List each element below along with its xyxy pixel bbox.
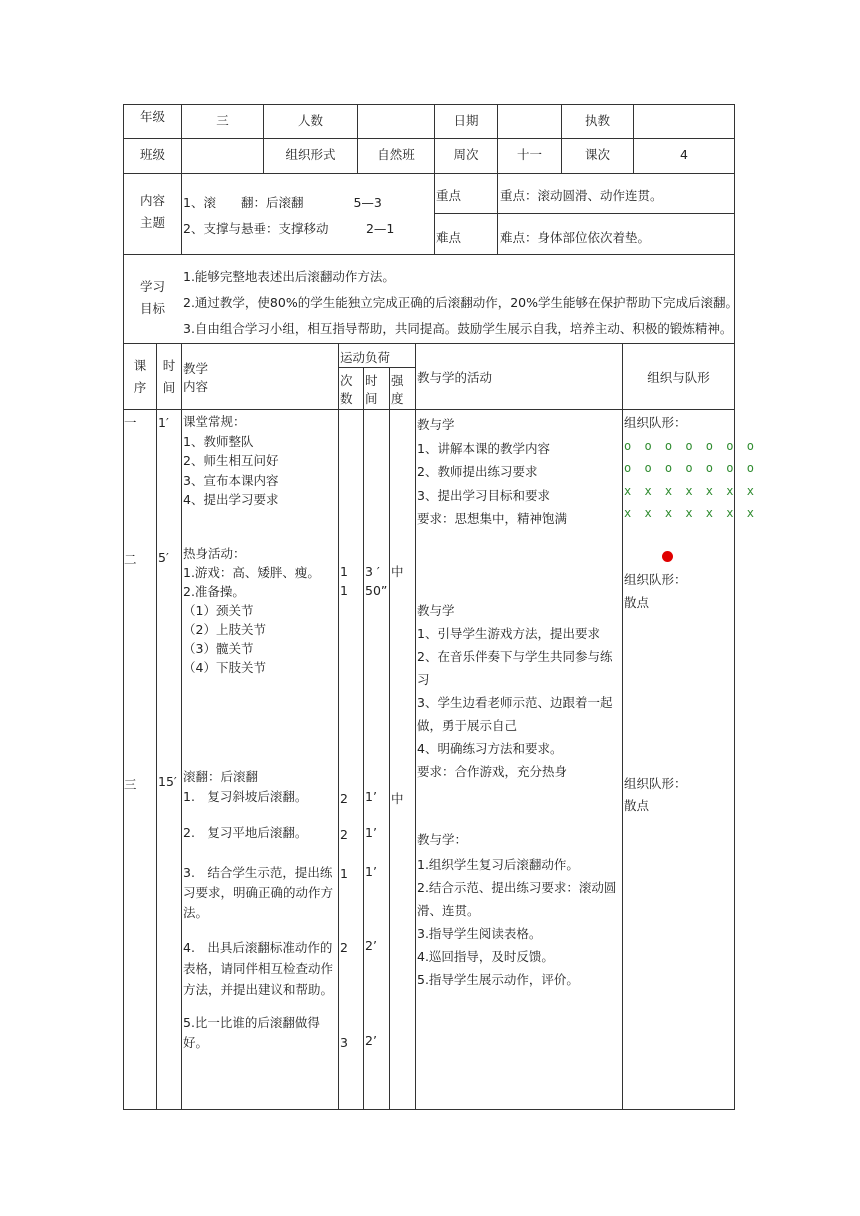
col-int-1: 强 [391,373,404,388]
formation-row: x x x x x x x [624,484,757,498]
count-label: 人数 [297,113,323,128]
s2-activity-3: 3、学生边看老师示范、边跟着一起做，勇于展示自己 [417,695,613,733]
s3-duration-4: 2’ [365,1033,377,1048]
s2-org-label: 组织队形： [624,572,687,587]
formation-row: x x x x x x x [624,506,757,520]
s2-duration-0: 3 ′ [365,564,380,579]
goal-2: 2.通过教学，使80%的学生能独立完成正确的后滚翻动作，20%学生能够在保护帮助下完成后滚翻。 [183,295,738,310]
difficulty-label: 难点 [436,230,462,245]
org-value: 自然班 [377,147,415,162]
col-activity: 教与学的活动 [417,370,493,385]
s2-content-3: （1）颈关节 [183,603,254,618]
s3-duration-2: 1’ [365,864,377,879]
s3-content-3: 4. 出具后滚翻标准动作的表格，请同伴相互检查动作方法，并提出建议和帮助。 [183,940,334,997]
col-dur-1: 时 [365,373,378,388]
s1-content-3: 3、宣布本课内容 [183,472,279,488]
s3-activity-0: 1.组织学生复习后滚翻动作。 [417,857,579,872]
s2-time: 5′ [158,550,169,565]
s1-content-0: 课堂常规： [183,414,246,429]
s2-times-1: 1 [340,583,348,598]
col-int-2: 度 [391,391,404,406]
s2-content-2: 2.准备操。 [183,584,245,599]
s1-activity-0: 教与学 [417,417,455,432]
content-item-2: 2、支撑与悬垂：支撑移动 2—1 [183,221,395,236]
content-item-1: 1、滚 翻：后滚翻 5—3 [183,195,382,210]
teacher-label: 执教 [584,113,610,128]
s2-duration-1: 50” [365,583,388,598]
s1-activity-1: 1、讲解本课的教学内容 [417,440,550,456]
s3-time: 15′ [158,774,177,789]
s1-activity-2: 2、教师提出练习要求 [417,464,538,479]
s2-content-1: 1.游戏：高、矮胖、瘦。 [183,565,320,580]
s3-org-value: 散点 [624,798,650,813]
s3-content-2: 3. 结合学生示范，提出练习要求，明确正确的动作方法。 [183,865,334,920]
s3-activity-4: 5.指导学生展示动作，评价。 [417,972,579,987]
s3-times-1: 2 [340,827,348,842]
s3-duration-1: 1’ [365,825,377,840]
s2-activity-5: 要求：合作游戏，充分热身 [417,764,568,779]
s3-content-title: 滚翻：后滚翻 [183,769,259,784]
s1-seq: 一 [124,415,137,430]
s1-content-2: 2、师生相互问好 [183,453,279,468]
formation-row: o o o o o o o [624,439,757,453]
s3-times-0: 2 [340,791,348,806]
week-value: 十一 [516,147,542,162]
col-time-2: 间 [162,380,176,395]
s1-org-label: 组织队形： [624,415,687,430]
s1-activity-4: 要求：思想集中，精神饱满 [417,511,568,526]
s2-org-value: 散点 [624,595,650,610]
s3-content-1: 2. 复习平地后滚翻。 [183,825,308,840]
s2-content-4: （2）上肢关节 [183,622,266,637]
class-label: 班级 [139,147,165,162]
s3-duration-3: 2’ [365,938,377,953]
s2-content-0: 热身活动： [183,546,246,561]
s2-content-5: （3）髋关节 [183,641,254,656]
s3-times-3: 2 [340,940,348,955]
grade-value: 三 [216,113,229,128]
s1-content-4: 4、提出学习要求 [183,492,279,507]
goal-3: 3.自由组合学习小组，相互指导帮助，共同提高。鼓励学生展示自我，培养主动、积极的锻炼精神。 [183,321,733,336]
col-teach-1: 教学 [183,361,209,376]
formation-row: o o o o o o o [624,461,757,475]
s3-seq: 三 [124,777,137,792]
s2-intensity: 中 [391,564,404,579]
s3-content-4: 5.比一比谁的后滚翻做得好。 [183,1015,320,1050]
s3-content-0: 1. 复习斜坡后滚翻。 [183,789,308,804]
col-seq-1: 课 [133,358,147,373]
col-seq-2: 序 [133,380,147,395]
difficulty-text: 难点：身体部位依次着垫。 [500,230,651,245]
s2-activity-2: 2、在音乐伴奏下与学生共同参与练习 [417,649,613,687]
col-load: 运动负荷 [340,350,391,365]
s2-activity-1: 1、引导学生游戏方法，提出要求 [417,626,600,641]
s2-content-6: （4）下肢关节 [183,660,266,675]
content-label-2: 主题 [139,215,165,230]
week-label: 周次 [453,147,479,162]
goals-label-1: 学习 [139,279,165,294]
col-times-2: 数 [340,391,353,406]
goals-label-2: 目标 [139,301,165,316]
key-label: 重点 [436,188,462,203]
s3-times-2: 1 [340,866,348,881]
s3-org-label: 组织队形： [624,776,687,791]
s3-activity-3: 4.巡回指导，及时反馈。 [417,949,554,964]
s3-activity-1: 2.结合示范、提出练习要求：滚动圆滑、连贯。 [417,880,617,918]
teacher-position-dot [662,551,673,562]
s1-time: 1′ [158,415,169,430]
grade-label: 年级 [139,109,165,124]
s2-activity-0: 教与学 [417,603,455,618]
s2-times-0: 1 [340,564,348,579]
goal-1: 1.能够完整地表述出后滚翻动作方法。 [183,269,395,284]
s3-intensity: 中 [391,791,404,806]
s1-content-1: 1、教师整队 [183,433,254,449]
col-time-1: 时 [162,358,176,373]
s3-activity-2: 3.指导学生阅读表格。 [417,926,542,941]
col-dur-2: 间 [365,391,378,406]
col-org: 组织与队形 [647,370,710,385]
col-teach-2: 内容 [183,379,209,394]
s2-activity-4: 4、明确练习方法和要求。 [417,741,563,756]
s3-activity-title: 教与学： [417,832,468,847]
s3-times-4: 3 [340,1035,348,1050]
org-label: 组织形式 [285,147,336,162]
content-label-1: 内容 [139,193,165,208]
s1-activity-3: 3、提出学习目标和要求 [417,487,550,503]
date-label: 日期 [453,113,479,128]
key-text: 重点：滚动圆滑、动作连贯。 [500,188,663,203]
lesson-value: 4 [680,147,688,162]
s2-seq: 二 [124,552,137,567]
s3-duration-0: 1’ [365,789,377,804]
col-times-1: 次 [340,373,353,388]
lesson-label: 课次 [584,147,610,162]
